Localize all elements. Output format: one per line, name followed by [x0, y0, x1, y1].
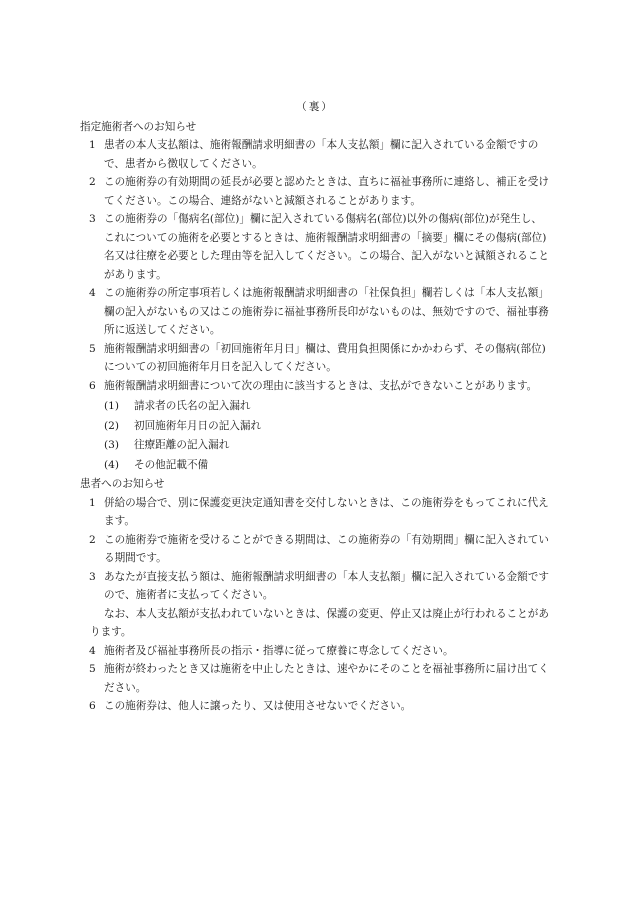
list-item-text: この施術券は、他人に譲ったり、又は使用させないでください。 [104, 700, 412, 712]
sub-list-item [80, 456, 550, 476]
list-item-number: 1 [89, 496, 96, 509]
sub-list-item-text: その他記載不備 [134, 458, 209, 471]
list-item [80, 377, 550, 396]
sub-list-item-text: 往療距離の記入漏れ [134, 439, 230, 451]
list-item-number: 3 [89, 213, 96, 225]
list-item [80, 642, 550, 661]
sub-list-item-number: (4) [104, 458, 120, 471]
list-item-number: 4 [89, 287, 96, 299]
list-item [80, 531, 550, 568]
section-patient-notice [80, 475, 550, 716]
section-heading: 患者へのお知らせ [80, 478, 165, 490]
section-heading: 指定施術者へのお知らせ [80, 120, 197, 133]
list-item-number: 2 [89, 533, 96, 546]
list-item-text: この施術券で施術を受けることができる期間は、この施術券の「有効期間」欄に記入されている期間です。 [104, 533, 549, 564]
list-item-text: 併給の場合で、別に保護変更決定通知書を交付しないときは、この施術券をもってこれに代えます。 [104, 496, 549, 527]
list-item-text: この施術券の所定事項若しくは施術報酬請求明細書の「社保負担」欄若しくは「本人支払額」欄の記入がないもの又はこの施術券に福祉事務所長印がないものは、無効ですので、福祉事務所に返送してください。 [104, 287, 549, 336]
list-item-number: 4 [89, 644, 96, 657]
sub-list [80, 397, 550, 475]
list-item-number: 6 [89, 379, 96, 392]
list-item-text: あなたが直接支払う額は、施術報酬請求明細書の「本人支払額」欄に記入されている金額ですので、施術者に支払ってください。 [104, 570, 549, 601]
list-item-number: 5 [89, 663, 96, 675]
list-item-text: この施術券の有効期間の延長が必要と認めたときは、直ちに福祉事務所に連絡し、補正を受けてください。この場合、連絡がないと減額されることがあります。 [104, 176, 549, 207]
list-item-text: 施術報酬請求明細書の「初回施術年月日」欄は、費用負担関係にかかわらず、その傷病(部位)についての初回施術年月日を記入してください。 [104, 342, 546, 373]
sections-container [80, 118, 550, 716]
document-page [80, 98, 550, 716]
list-item-number: 6 [89, 700, 96, 712]
section-practitioner-notice [80, 118, 550, 476]
list-item-number: 2 [89, 176, 96, 188]
list-item-paragraph: なお、本人支払額が支払われていないときは、保護の変更、停止又は廃止が行われることがあります。 [90, 607, 549, 638]
list-item [80, 210, 550, 284]
list-item [80, 494, 550, 531]
list-item-text: この施術券の「傷病名(部位)」欄に記入されている傷病名(部位)以外の傷病(部位)が発生し、これについての施術を必要とするときは、施術報酬請求明細書の「摘要」欄にその傷病(部位)名又は往療を必要とした理由等を記入してください。この場合、記入がないと減額されることがあります。 [104, 213, 549, 281]
sub-list-item-number: (1) [104, 400, 120, 412]
list-item [80, 173, 550, 210]
sub-list-item-number: (3) [104, 439, 120, 451]
list-item-text: 患者の本人支払額は、施術報酬請求明細書の「本人支払額」欄に記入されている金額ですので、患者から徴収してください。 [104, 139, 539, 170]
list-item [80, 568, 550, 605]
list-item-text: 施術報酬請求明細書について次の理由に該当するときは、支払ができないことがあります。 [104, 379, 538, 392]
list-item-text: 施術が終わったとき又は施術を中止したときは、速やかにそのことを福祉事務所に届け出てください。 [104, 663, 549, 694]
page-title: （裏） [296, 101, 334, 113]
list-item [80, 340, 550, 377]
sub-list-item [80, 397, 550, 417]
sub-list-item [80, 436, 550, 456]
sub-list-item-text: 請求者の氏名の記入漏れ [134, 400, 251, 412]
list-item-number: 1 [89, 139, 96, 151]
sub-list-item-text: 初回施術年月日の記入漏れ [134, 419, 262, 432]
list-item-number: 3 [89, 570, 96, 583]
list-item [80, 697, 550, 716]
list-item [80, 136, 550, 173]
list-item-number: 5 [89, 342, 96, 355]
list-item-text: 施術者及び福祉事務所長の指示・指導に従って療養に専念してください。 [104, 644, 454, 657]
sub-list-item [80, 417, 550, 437]
list-item [80, 660, 550, 697]
list-item [80, 284, 550, 340]
sub-list-item-number: (2) [104, 419, 120, 432]
